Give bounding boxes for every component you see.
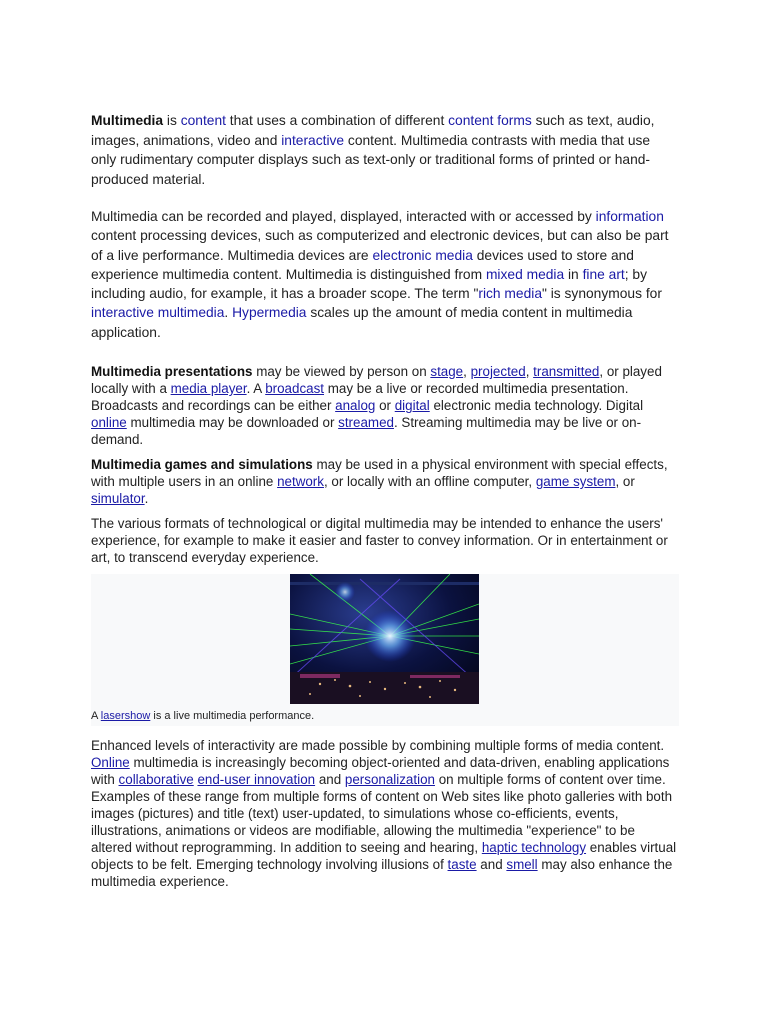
link-game-system[interactable]: game system — [535, 474, 616, 489]
text-run: electronic media technology. Digital — [429, 398, 644, 413]
link-online-2[interactable]: Online — [91, 755, 130, 770]
text-run: may be used in a physical environment with special effects, with multiple users in an online — [91, 457, 668, 489]
link-rich-media[interactable]: rich media — [478, 286, 542, 302]
paragraph-presentations — [91, 363, 679, 448]
lasershow-image[interactable] — [290, 574, 479, 704]
text-run: , or — [615, 474, 635, 489]
link-collaborative[interactable]: collaborative — [118, 772, 194, 787]
figure-caption — [91, 710, 671, 723]
text-run: or — [375, 398, 395, 413]
paragraph-games — [91, 456, 679, 507]
text-run: may also enhance the multimedia experience. — [91, 857, 673, 889]
paragraph-intro — [91, 111, 679, 189]
text-run: may be a live or recorded multimedia presentation. Broadcasts and recordings can be either — [91, 381, 629, 413]
link-media-player[interactable]: media player — [170, 381, 247, 396]
lasershow-illustration — [290, 574, 479, 704]
text-run: devices used to store and experience multimedia content. Multimedia is distinguished from — [91, 247, 634, 282]
term-multimedia-presentations: Multimedia presentations — [91, 364, 253, 379]
text-run: . — [224, 305, 233, 321]
text-run: on multiple forms of content over time. Examples of these range from multiple forms of content on Web sites like photo galleries with both images (pictures) and title (text) user-updated, to simulations whose co-efficients, events, illustrations, animations or videos are modifiable, allowing the multimedia "experience" to be altered without reprogramming. In addition to seeing and hearing, — [91, 772, 673, 855]
link-broadcast[interactable]: broadcast — [265, 381, 325, 396]
text-run: scales up the amount of media content in multimedia application. — [91, 305, 633, 340]
term-multimedia: Multimedia — [91, 113, 164, 128]
text-run: . A — [246, 381, 266, 396]
text-run: , or locally with an offline computer, — [323, 474, 536, 489]
text-run: enables virtual objects to be felt. Emerging technology involving illusions of — [91, 840, 677, 872]
text-run: " is synonymous for — [542, 286, 662, 302]
text-run: and — [315, 772, 345, 787]
text-run: The various formats of technological or digital multimedia may be intended to enhance the users' experience, for example to make it easier and faster to convey information. Or in entertainment or art, to transcend everyday experience. — [91, 516, 668, 565]
link-network[interactable]: network — [277, 474, 324, 489]
link-content[interactable]: content — [180, 113, 226, 128]
text-run: multimedia may be downloaded or — [126, 415, 339, 430]
link-streamed[interactable]: streamed — [338, 415, 394, 430]
paragraph-interactivity — [91, 737, 679, 890]
text-run: Multimedia can be recorded and played, displayed, interacted with or accessed by — [91, 209, 596, 224]
paragraph-formats — [91, 515, 679, 566]
text-run: Enhanced levels of interactivity are made possible by combining multiple forms of media content. — [91, 738, 665, 753]
text-run: , — [463, 364, 471, 379]
text-run: . Streaming multimedia may be live or on-demand. — [91, 415, 642, 447]
link-smell[interactable]: smell — [506, 857, 538, 872]
text-run: , — [525, 364, 534, 379]
link-end-user-innovation[interactable]: end-user innovation — [197, 772, 316, 787]
text-run: content. Multimedia contrasts with media that use only rudimentary computer displays such as text-only or traditional forms of printed or hand-produced material. — [91, 132, 651, 187]
link-electronic-media[interactable]: electronic media — [372, 247, 473, 263]
link-content-forms[interactable]: content forms — [448, 113, 532, 128]
link-simulator[interactable]: simulator — [91, 491, 145, 506]
link-hypermedia[interactable]: Hypermedia — [232, 305, 307, 321]
caption-text: is a live multimedia performance. — [150, 710, 315, 722]
link-digital[interactable]: digital — [394, 398, 430, 413]
link-projected[interactable]: projected — [470, 364, 526, 379]
link-analog[interactable]: analog — [335, 398, 376, 413]
text-run: such as text, audio, images, animations, video and — [91, 113, 655, 148]
link-interactive-multimedia[interactable]: interactive multimedia — [91, 305, 225, 321]
term-multimedia-games: Multimedia games and simulations — [91, 457, 313, 472]
text-run: ; by including audio, for example, it has a broader scope. The term " — [91, 266, 647, 302]
text-run: in — [564, 266, 583, 282]
figure-lasershow — [91, 574, 679, 726]
caption-text: A — [91, 710, 101, 722]
link-online[interactable]: online — [91, 415, 127, 430]
text-run: may be viewed by person on — [252, 364, 431, 379]
text-run: multimedia is increasingly becoming object-oriented and data-driven, enabling applications with — [91, 755, 670, 787]
link-interactive[interactable]: interactive — [281, 132, 345, 148]
text-run: . — [144, 491, 149, 506]
link-personalization[interactable]: personalization — [344, 772, 435, 787]
link-transmitted[interactable]: transmitted — [533, 364, 600, 379]
link-haptic-technology[interactable]: haptic technology — [481, 840, 587, 855]
text-run: content processing devices, such as computerized and electronic devices, but can also be part of a live performance. Multimedia devices are — [91, 228, 669, 263]
paragraph-devices — [91, 207, 679, 342]
link-mixed-media[interactable]: mixed media — [485, 266, 565, 282]
text-run: and — [476, 857, 507, 872]
link-fine-art[interactable]: fine art — [582, 266, 625, 282]
text-run: that uses a combination of different — [225, 113, 449, 128]
link-lasershow[interactable]: lasershow — [100, 710, 151, 722]
link-stage[interactable]: stage — [430, 364, 464, 379]
text-run: , or played locally with a — [91, 364, 662, 396]
text-run: is — [163, 113, 181, 128]
link-information[interactable]: information — [595, 209, 664, 224]
link-taste[interactable]: taste — [447, 857, 477, 872]
